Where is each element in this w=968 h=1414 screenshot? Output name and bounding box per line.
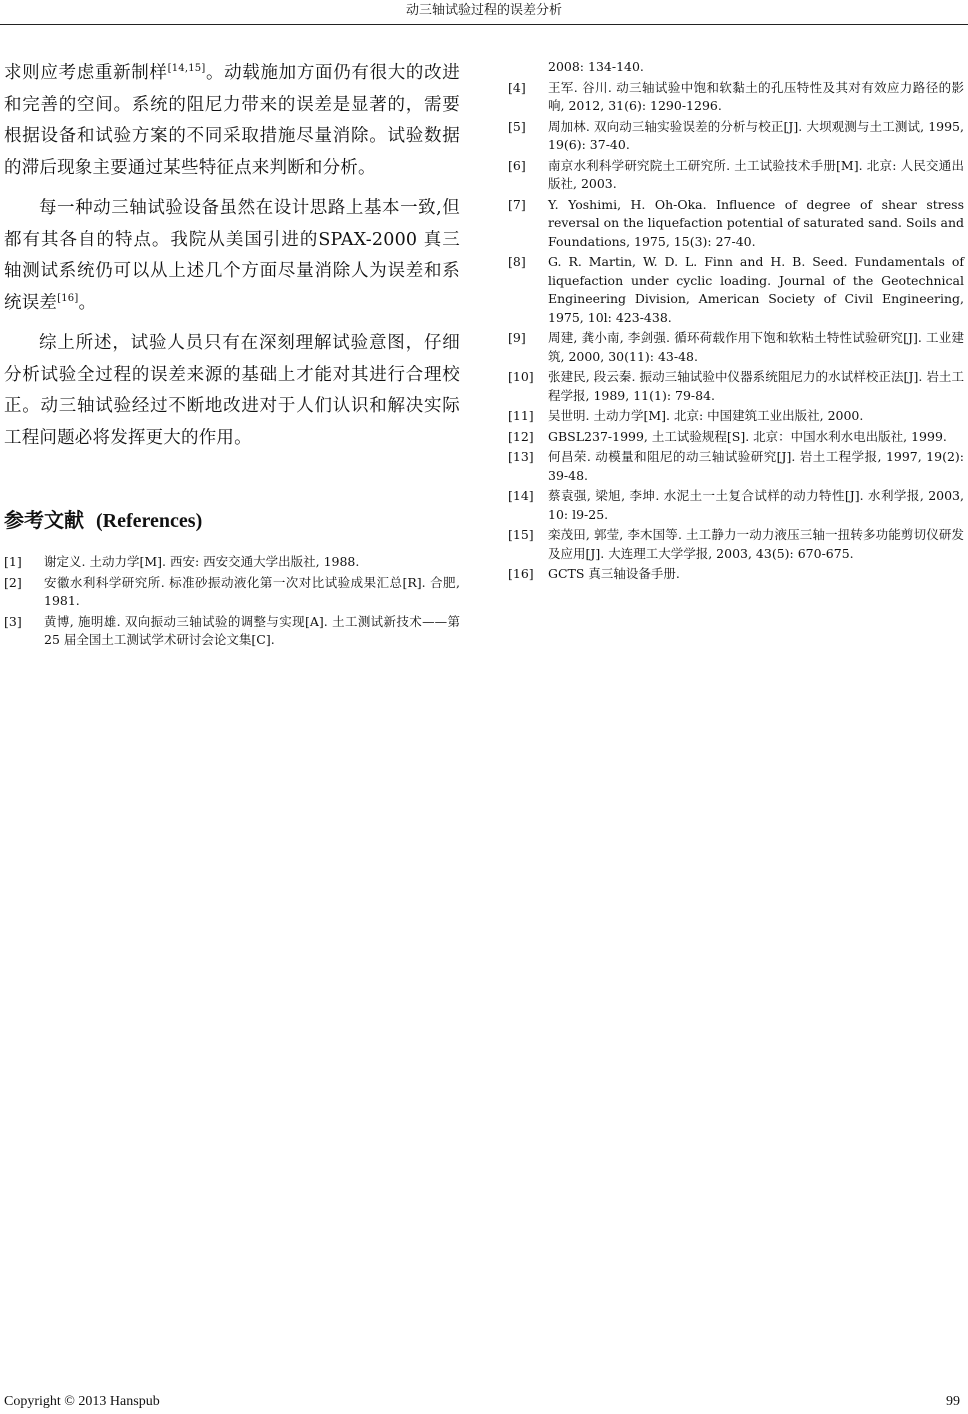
reference-item (508, 487, 964, 524)
reference-continuation: 2008: 134-140. (548, 59, 644, 74)
reference-text: 王军. 谷川. 动三轴试验中饱和软黏土的孔压特性及其对有效应力路径的影响, 2012, 31(6): 1290-1296. (548, 79, 964, 113)
reference-item (508, 448, 964, 485)
reference-list-left (4, 553, 460, 650)
reference-number: [13] (508, 449, 534, 464)
copyright-notice: Copyright © 2013 Hanspub (4, 1394, 160, 1409)
reference-number: [5] (508, 118, 526, 134)
reference-number: [12] (508, 428, 534, 444)
reference-text: 安徽水利科学研究所. 标准砂振动液化第一次对比试验成果汇总[R]. 合肥, 1981. (44, 574, 460, 608)
citation: [16] (57, 292, 79, 304)
reference-text: 张建民, 段云秦. 振动三轴试验中仪器系统阻尼力的水试样校正法[J]. 岩土工程学报, 1989, 11(1): 79-84. (548, 369, 964, 403)
reference-item (508, 565, 964, 584)
reference-number: [3] (4, 613, 22, 629)
reference-text: 蔡袁强, 梁旭, 李坤. 水泥土一土复合试样的动力特性[J]. 水利学报, 2003, 10: l9-25. (548, 488, 964, 522)
reference-number: [16] (508, 566, 534, 581)
reference-text: 周加林. 双向动三轴实验误差的分析与校正[J]. 大坝观测与土工测试, 1995, 19(6): 37-40. (548, 118, 964, 152)
reference-text: 何昌荣. 动模量和阻尼的动三轴试验研究[J]. 岩土工程学报, 1997, 19(2): 39-48. (548, 449, 964, 483)
citation: [14,15] (167, 63, 206, 75)
reference-number: [9] (508, 330, 526, 345)
reference-text: 黄博, 施明雄. 双向振动三轴试验的调整与实现[A]. 土工测试新技术——第 25 届全国土工测试学术研讨会论文集[C]. (44, 613, 460, 647)
reference-item (508, 253, 964, 327)
body-paragraph-1 (4, 58, 460, 184)
reference-item (4, 574, 460, 611)
references-heading-en: (References) (96, 510, 203, 532)
reference-number: [2] (4, 574, 22, 590)
reference-text: GCTS 真三轴设备手册. (548, 566, 680, 581)
reference-item (508, 329, 964, 366)
reference-text: 周建, 龚小南, 李剑强. 循环荷载作用下饱和软粘土特性试验研究[J]. 工业建筑, 2000, 30(11): 43-48. (548, 330, 964, 364)
left-column (4, 58, 460, 652)
reference-item (4, 613, 460, 650)
reference-number: [11] (508, 408, 534, 423)
reference-text: 吴世明. 土动力学[M]. 北京: 中国建筑工业出版社, 2000. (548, 408, 864, 423)
paragraph-text: 求则应考虑重新制样 (4, 63, 168, 83)
paragraph-text: 每一种动三轴试验设备虽然在设计思路上基本一致,但都有其各自的特点。我院从美国引进的SPAX-2000 真三轴测试系统仍可以从上述几个方面尽量消除人为误差和系统误差 (4, 198, 460, 313)
reference-item (508, 79, 964, 116)
reference-item (508, 368, 964, 405)
reference-number: [7] (508, 196, 526, 212)
references-heading (4, 504, 460, 533)
reference-number: [6] (508, 157, 526, 173)
reference-text: G. R. Martin, W. D. L. Finn and H. B. Seed. Fundamentals of liquefaction under cyclic loading. Journal of the Geotechnical Engineering Division, American Society of Civil Engineering, 1975, 10l: 423-438. (548, 254, 964, 325)
reference-text: 谢定义. 土动力学[M]. 西安: 西安交通大学出版社, 1988. (44, 554, 360, 569)
reference-text: GBSL237-1999, 土工试验规程[S]. 北京：中国水利水电出版社, 1999. (548, 428, 947, 444)
reference-number: [15] (508, 527, 534, 542)
reference-item (508, 526, 964, 563)
paragraph-text: 。 (78, 292, 97, 313)
reference-item (508, 196, 964, 252)
reference-item (508, 118, 964, 155)
reference-text: 南京水利科学研究院土工研究所. 土工试验技术手册[M]. 北京: 人民交通出版社, 2003. (548, 157, 964, 191)
reference-text: Y. Yoshimi, H. Oh-Oka. Influence of degree of shear stress reversal on the liquefaction potential of saturated sand. Soils and Foundations, 1975, 15(3): 27-40. (548, 196, 964, 249)
references-heading-cn: 参考文献 (4, 508, 84, 532)
running-header: 动三轴试验过程的误差分析 (0, 0, 968, 25)
body-paragraph-3: 综上所述，试验人员只有在深刻理解试验意图，仔细分析试验全过程的误差来源的基础上才能对其进行合理校正。动三轴试验经过不断地改进对于人们认识和解决实际工程问题必将发挥更大的作用。 (4, 333, 460, 448)
reference-number: [8] (508, 254, 526, 269)
right-column (508, 58, 964, 586)
reference-item (508, 407, 964, 426)
page-footer (4, 1394, 960, 1410)
reference-number: [14] (508, 488, 534, 503)
reference-number: [1] (4, 554, 22, 569)
body-paragraph-2 (4, 193, 460, 319)
paragraph-text: 。动载施加方面仍有很大的改进和完善的空间。系统的阻尼力带来的误差是显著的，需要根据设备和试验方案的不同采取措施尽量消除。试验数据的滞后现象主要通过某些特征点来判断和分析。 (4, 63, 460, 178)
reference-number: [4] (508, 79, 526, 95)
reference-text: 栾茂田, 郭莹, 李木国等. 土工静力一动力液压三轴一扭转多功能剪切仪研发及应用[J]. 大连理工大学学报, 2003, 43(5): 670-675. (548, 527, 964, 561)
page-number: 99 (946, 1394, 960, 1409)
reference-item (508, 157, 964, 194)
reference-item (508, 428, 964, 447)
reference-item (4, 553, 460, 572)
reference-number: [10] (508, 369, 534, 384)
